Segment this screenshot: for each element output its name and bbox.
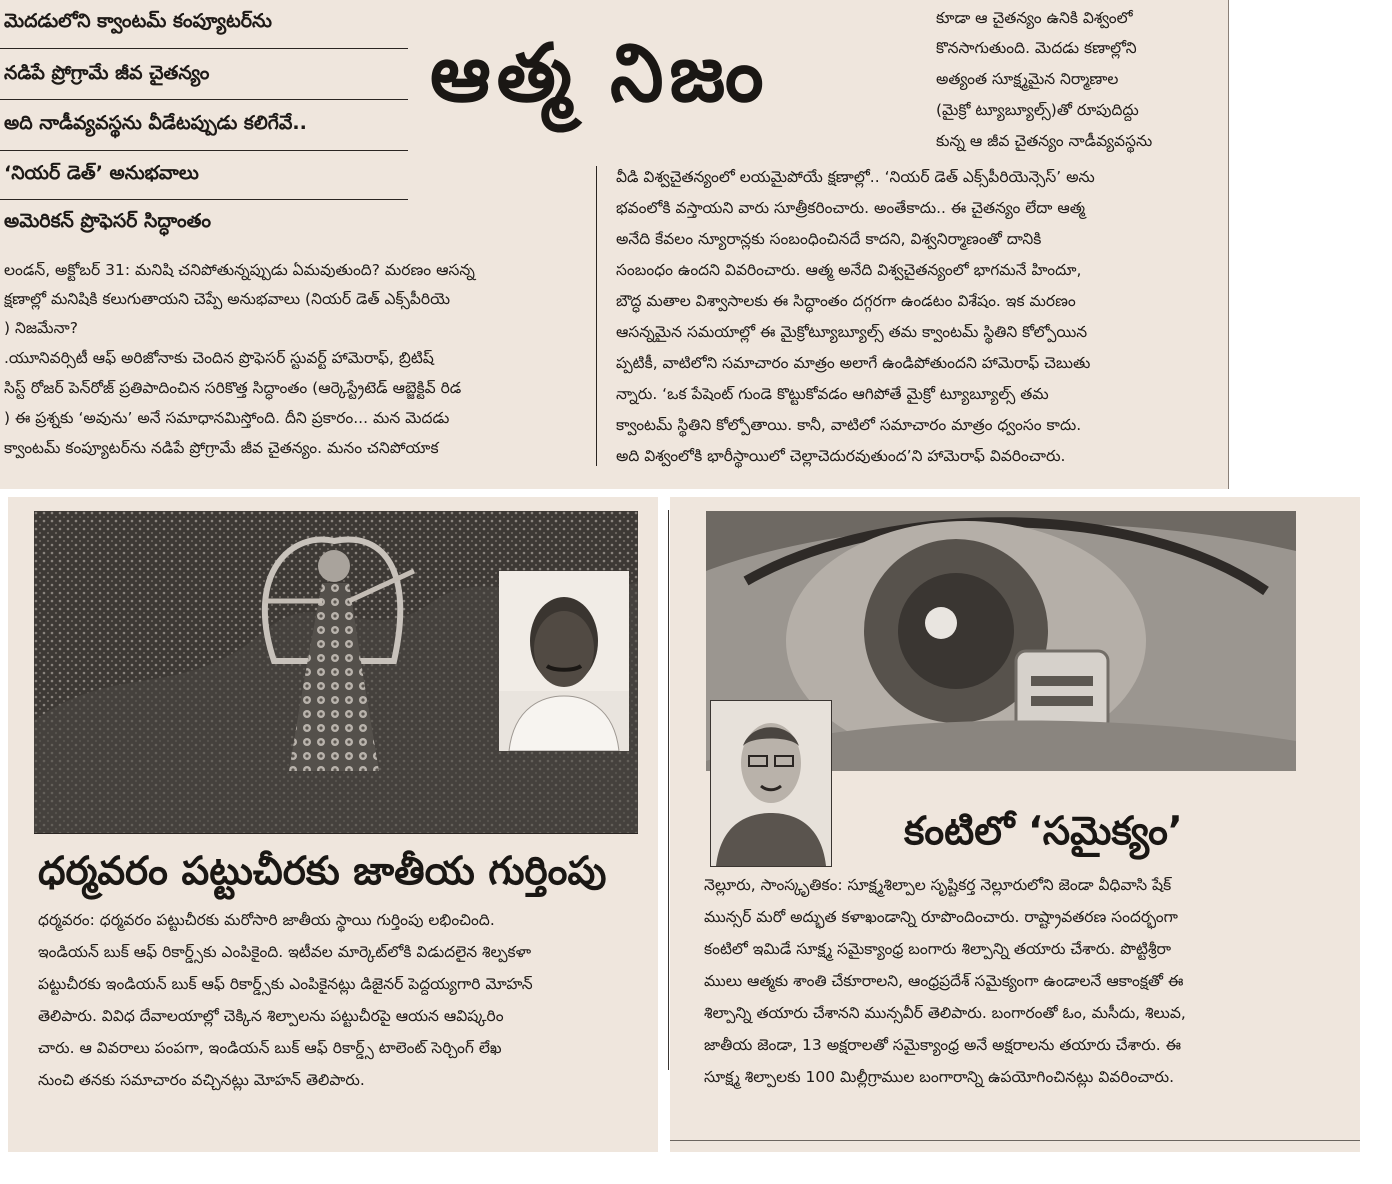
artist-portrait — [710, 700, 832, 867]
subhead-3: అది నాడీవ్యవస్థను వీడేటప్పుడు కలిగేవే.. — [4, 112, 307, 134]
subhead-5: అమెరికన్ ప్రొఫెసర్ సిద్ధాంతం — [4, 210, 211, 232]
subhead-2: నడిపే ప్రోగ్రామే జీవ చైతన్యం — [4, 62, 210, 84]
body-line: లండన్, అక్టోబర్ 31: మనిషి చనిపోతున్నప్పుడు ఏమవుతుంది? మరణం ఆసన్న — [4, 261, 475, 279]
body-line: (మైక్రో ట్యూబ్యూల్స్)తో రూపుదిద్దు — [936, 101, 1139, 119]
article-title: కంటిలో ‘సమైక్యం’ — [904, 809, 1183, 854]
body-line: క్వాంటమ్ కంప్యూటర్‌ను నడిపే ప్రోగ్రామే జీవ చైతన్యం. మనం చనిపోయాక — [4, 439, 439, 457]
subhead-divider — [0, 150, 408, 151]
body-line: సూక్ష్మ శిల్పాలకు 100 మిల్లీగ్రాముల బంగారాన్ని ఉపయోగించినట్లు వివరించారు. — [704, 1068, 1175, 1086]
column-divider — [1228, 0, 1229, 489]
column-divider — [596, 166, 597, 466]
subhead-divider — [0, 48, 408, 49]
subhead-4: ‘నియర్ డెత్’ అనుభవాలు — [4, 162, 199, 184]
body-line: .యూనివర్సిటీ ఆఫ్ అరిజోనాకు చెందిన ప్రొఫెసర్ స్టువర్ట్ హామెరాఫ్, బ్రిటిష్ — [4, 349, 434, 367]
body-line: అత్యంత సూక్ష్మమైన నిర్మాణాల — [936, 70, 1119, 88]
body-line: తెలిపారు. వివిధ దేవాలయాల్లో చెక్కిన శిల్పాలను పట్టుచీరపై ఆయన ఆవిష్కరిం — [38, 1007, 504, 1025]
body-line: సంబంధం ఉందని వివరించారు. ఆత్మ అనేది విశ్వచైతన్యంలో భాగమనే హిందూ, — [616, 261, 1082, 279]
body-line: ములు ఆత్మకు శాంతి చేకూరాలని, ఆంధ్రప్రదేశ్ సమైక్యంగా ఉండాలనే ఆకాంక్షతో ఈ — [704, 972, 1184, 990]
clipping-divider — [668, 510, 669, 1070]
body-line: చారు. ఆ వివరాలు పంపగా, ఇండియన్ బుక్ ఆఫ్ రికార్డ్స్ టాలెంట్ సెర్చింగ్ లేఖ — [38, 1039, 502, 1057]
subhead-divider — [0, 199, 408, 200]
body-line: కూడా ఆ చైతన్యం ఉనికి విశ్వంలో — [936, 9, 1133, 27]
clipping-bottom-rule — [670, 1140, 1360, 1141]
body-line: ఆసన్నమైన సమయాల్లో ఈ మైక్రోట్యూబ్యూల్స్ తమ క్వాంటమ్ స్థితిని కోల్పోయిన — [616, 323, 1088, 341]
body-line: క్వాంటమ్ స్థితిని కోల్పోతాయి. కానీ, వాటిలో సమాచారం మాత్రం ధ్వంసం కాదు. — [616, 416, 1082, 434]
body-line: ) నిజమేనా? — [4, 319, 78, 337]
article-title: ధర్మవరం పట్టుచీరకు జాతీయ గుర్తింపు — [38, 849, 607, 894]
body-line: క్షణాల్లో మనిషికి కలుగుతాయని చెప్పే అనుభవాలు (నియర్ డెత్ ఎక్స్‌పీరియె — [4, 290, 451, 308]
top-article-clipping — [0, 0, 1229, 489]
saree-photo — [34, 511, 638, 833]
body-line: ధర్మవరం: ధర్మవరం పట్టుచీరకు మరోసారి జాతీయ స్థాయి గుర్తింపు లభించింది. — [38, 911, 495, 929]
body-line: నెల్లూరు, సాంస్కృతికం: సూక్ష్మశిల్పాల సృష్టికర్త నెల్లూరులోని జెండా వీధివాసి షేక్ — [704, 876, 1172, 894]
body-line: నుంచి తనకు సమాచారం వచ్చినట్లు మోహన్ తెలిపారు. — [38, 1071, 365, 1089]
body-line: అది విశ్వంలోకి భారీస్థాయిలో చెల్లాచెదురవుతుంద’ని హామెరాఫ్ వివరించారు. — [616, 447, 1066, 465]
body-line: మున్సర్ మరో అద్భుత కళాఖండాన్ని రూపొందించారు. రాష్ట్రావతరణ సందర్భంగా — [704, 908, 1178, 926]
body-line: అనేది కేవలం న్యూరాన్లకు సంబంధించినదే కాదని, విశ్వనిర్మాణంతో దానికి — [616, 230, 1042, 248]
body-line: బౌద్ధ మతాల విశ్వాసాలకు ఈ సిద్ధాంతం దగ్గరగా ఉండటం విశేషం. ఇక మరణం — [616, 292, 1076, 310]
body-line: ఇండియన్ బుక్ ఆఫ్ రికార్డ్స్‌కు ఎంపికైంది. ఇటీవల మార్కెట్‌లోకి విడుదలైన శిల్పకళా — [38, 943, 532, 961]
body-line: శిల్పాన్ని తయారు చేశానని మున్సవీర్ తెలిపారు. బంగారంతో ఓం, మసీదు, శిలువ, — [704, 1004, 1186, 1022]
body-line: ) ఈ ప్రశ్నకు ‘అవును’ అనే సమాధానమిస్తోంది. దీని ప్రకారం... మన మెదడు — [4, 409, 450, 427]
body-line: న్నారు. ‘ఒక పేషెంట్ గుండె కొట్టుకోవడం ఆగిపోతే మైక్రో ట్యూబ్యూల్స్ తమ — [616, 385, 1049, 403]
subhead-1: మెదడులోని క్వాంటమ్ కంప్యూటర్‌ను — [4, 10, 272, 32]
article-title: ఆత్మ నిజం — [430, 25, 770, 120]
subhead-divider — [0, 99, 408, 100]
artist-image — [711, 701, 831, 866]
left-article-clipping — [8, 497, 658, 1152]
body-line: పట్టుచీరకు ఇండియన్ బుక్ ఆఫ్ రికార్డ్స్‌కు ఎంపికైనట్లు డిజైనర్ పెద్దయ్యగారి మోహన్ — [38, 975, 533, 993]
photo-bottom-rule — [34, 833, 638, 834]
body-line: ప్పటికీ, వాటిలోని సమాచారం మాత్రం అలాగే ఉండిపోతుందని హామెరాఫ్ చెబుతు — [616, 354, 1091, 372]
body-line: వీడి విశ్వచైతన్యంలో లయమైపోయే క్షణాల్లో.. ‘నియర్ డెత్ ఎక్స్‌పీరియెన్సెస్’ అను — [616, 168, 1095, 186]
body-line: సిస్ట్ రోజర్ పెన్‌రోజ్ ప్రతిపాదించిన సరికొత్త సిద్ధాంతం (ఆర్కెస్ట్రేటెడ్ ఆబ్జెక్టివ్ రిడ — [4, 379, 462, 397]
right-article-clipping — [670, 497, 1360, 1152]
body-line: జాతీయ జెండా, 13 అక్షరాలతో సమైక్యాంధ్ర అనే అక్షరాలను తయారు చేశారు. ఈ — [704, 1036, 1182, 1054]
body-line: కొనసాగుతుంది. మెదడు కణాల్లోని — [936, 39, 1137, 57]
designer-portrait — [499, 571, 629, 751]
body-line: కున్న ఆ జీవ చైతన్యం నాడీవ్యవస్థను — [936, 132, 1153, 150]
body-line: భవంలోకి వస్తాయని వారు సూత్రీకరించారు. అంతేకాదు.. ఈ చైతన్యం లేదా ఆత్మ — [616, 199, 1085, 217]
body-line: కంటిలో ఇమిడే సూక్ష్మ సమైక్యాంధ్ర బంగారు శిల్పాన్ని తయారు చేశారు. పొట్టిశ్రీరా — [704, 940, 1172, 958]
